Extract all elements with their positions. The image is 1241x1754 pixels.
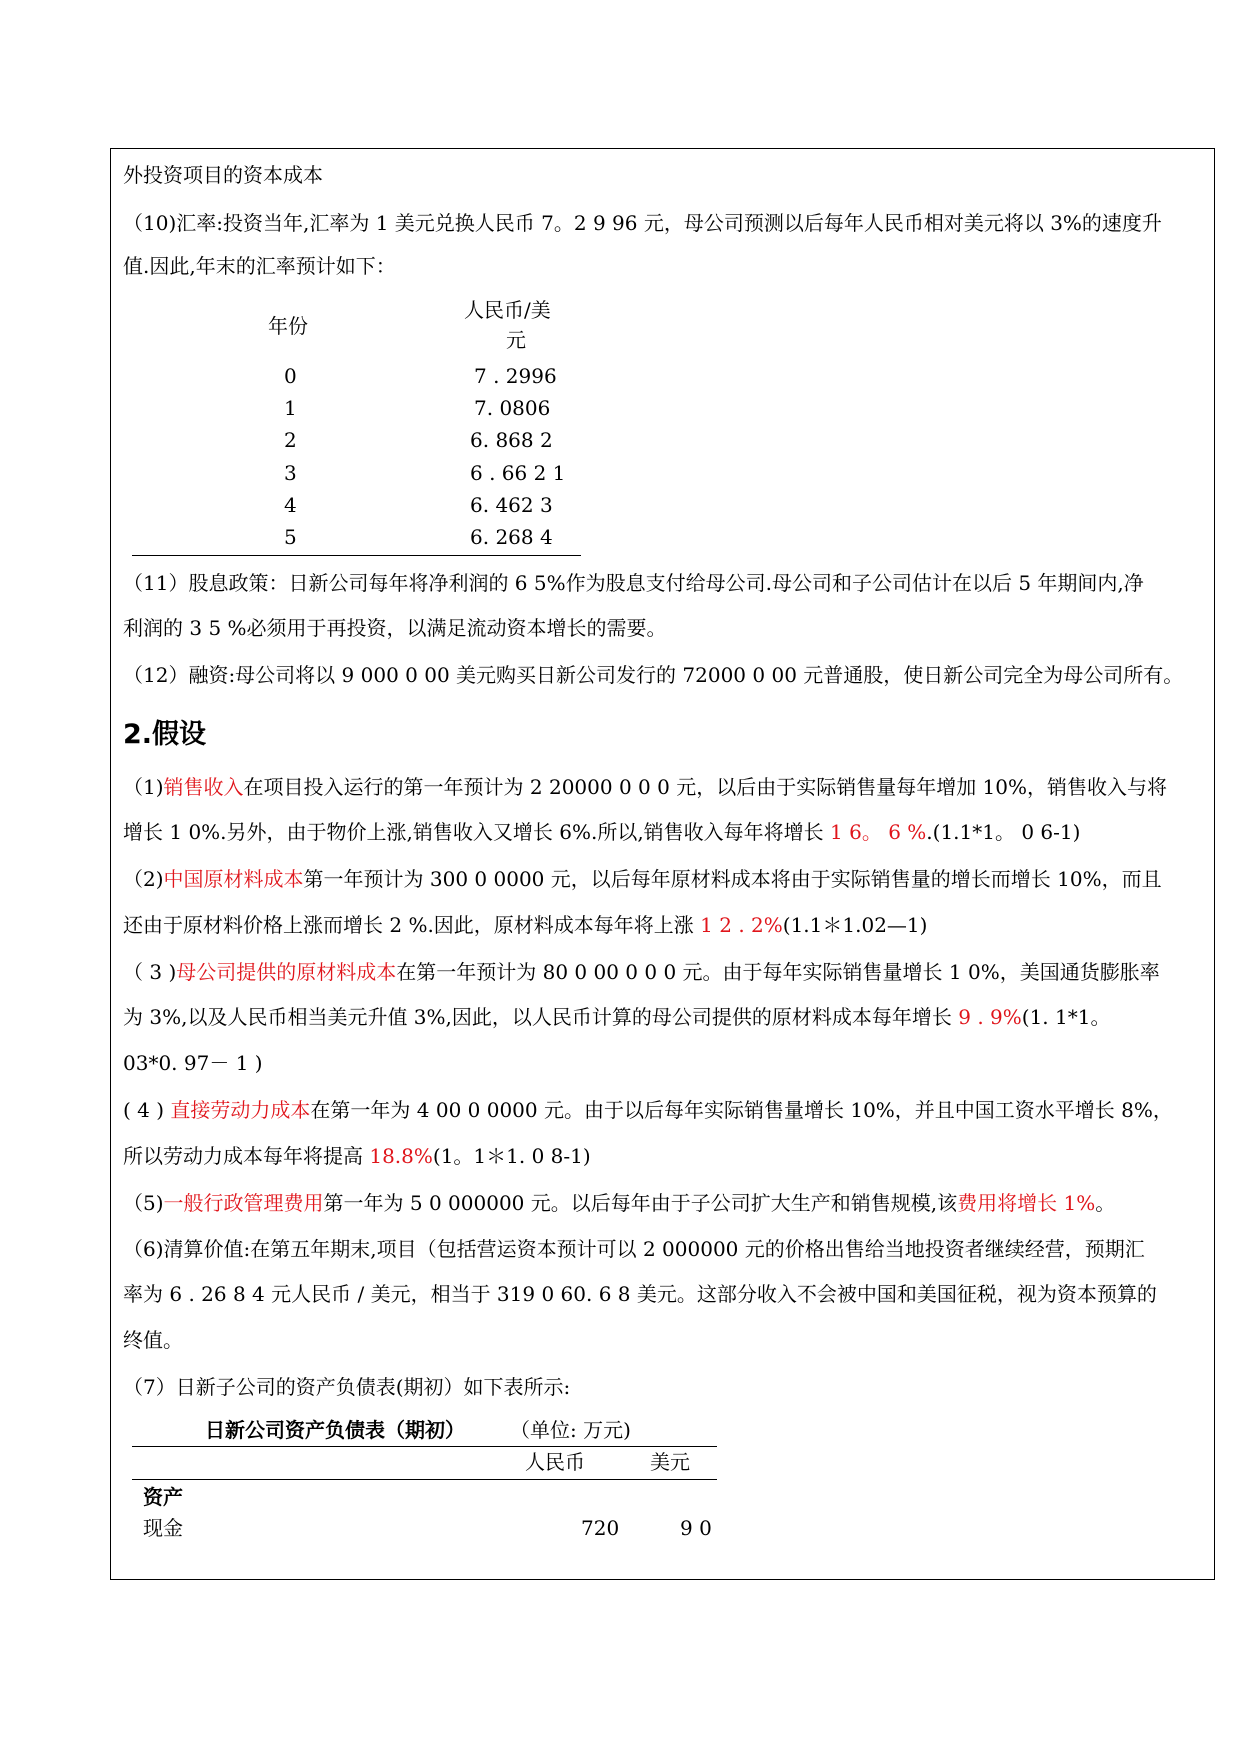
highlight-term: 一般行政管理费用 [163,1191,324,1215]
balance-sheet-header-rule [132,1479,717,1480]
rate-row-value: 7 . 2996 [474,364,557,388]
balance-sheet-row-label: 现金 [143,1516,183,1540]
rate-row-year: 1 [284,396,297,420]
assumption-6-line3: 终值。 [123,1328,183,1352]
highlight-rate: 1 2 . 2% [700,913,783,937]
item-10-line1: （10)汇率:投资当年,汇率为 1 美元兑换人民币 7。2 9 96 元，母公司预测以后每年人民币相对美元将以 3%的速度升 [123,211,1162,235]
rate-row-year: 5 [284,525,297,549]
balance-sheet-section: 资产 [143,1485,183,1509]
highlight-term: 销售收入 [163,775,244,799]
highlight-rate: 1 6。 6 % [830,820,927,844]
assumption-1-line2: 增长 1 0%.另外，由于物价上涨,销售收入又增长 6%.所以,销售收入每年将增长 1 6。 6 %.(1.1*1。 0 6-1) [123,820,1081,844]
assumption-2-line2: 还由于原材料价格上涨而增长 2 %.因此，原材料成本每年将上涨 1 2 . 2%(1.1＊1.02—1) [123,913,928,937]
assumption-3-line2: 为 3%,以及人民币相当美元升值 3%,因此，以人民币计算的母公司提供的原材料成本每年增长 9 . 9%(1. 1*1。 [123,1005,1111,1029]
assumption-6-line1: （6)清算价值:在第五年期末,项目（包括营运资本预计可以 2 000000 元的价格出售给当地投资者继续经营，预期汇 [123,1237,1145,1261]
balance-sheet-row-rmb: 720 [581,1516,620,1540]
assumption-3-line1: （ 3 )母公司提供的原材料成本在第一年预计为 80 0 00 0 0 0 元。由于每年实际销售量增长 1 0%，美国通货膨胀率 [123,960,1160,984]
highlight-term: 母公司提供的原材料成本 [176,960,397,984]
rate-table-header-year: 年份 [268,314,308,338]
item-11-line1: （11）股息政策：日新公司每年将净利润的 6 5%作为股息支付给母公司.母公司和子公司估计在以后 5 年期间内,净 [123,571,1144,595]
rate-table-bottom-rule [132,555,581,556]
rate-row-year: 3 [284,461,297,485]
highlight-rate: 9 . 9% [958,1005,1022,1029]
rate-table-header-rate: 人民币/美 [464,298,551,322]
assumption-2-line1: （2)中国原材料成本第一年预计为 300 0 0000 元，以后每年原材料成本将由于实际销售量的增长而增长 10%，而且 [123,867,1162,891]
rate-row-value: 6 . 66 2 1 [470,461,566,485]
rate-table-header-rate-cont: 元 [506,328,526,352]
highlight-rate: 18.8% [369,1144,433,1168]
assumption-4-line2: 所以劳动力成本每年将提高 18.8%(1。1＊1. 0 8-1) [123,1144,591,1168]
assumption-7-line: （7）日新子公司的资产负债表(期初）如下表所示: [123,1375,571,1399]
intro-line: 外投资项目的资本成本 [123,163,323,187]
rate-row-value: 7. 0806 [474,396,551,420]
assumption-3-line3: 03*0. 97－ 1 ) [123,1051,263,1075]
balance-sheet-col-rmb: 人民币 [525,1450,585,1474]
balance-sheet-title: 日新公司资产负债表（期初） [205,1418,465,1442]
rate-row-value: 6. 268 4 [470,525,553,549]
balance-sheet-unit: （单位: 万元) [510,1418,631,1442]
highlight-term: 直接劳动力成本 [170,1098,311,1122]
balance-sheet-col-usd: 美元 [650,1450,690,1474]
page-frame [110,148,1215,1580]
rate-row-year: 4 [284,493,297,517]
balance-sheet-top-rule [132,1446,717,1447]
highlight-rate: 费用将增长 1% [957,1191,1096,1215]
assumption-1-line1: （1)销售收入在项目投入运行的第一年预计为 2 20000 0 0 0 元，以后由于实际销售量每年增加 10%，销售收入与将 [123,775,1168,799]
rate-row-value: 6. 868 2 [470,428,553,452]
assumption-6-line2: 率为 6 . 26 8 4 元人民币 / 美元，相当于 319 0 60. 6 8 美元。这部分收入不会被中国和美国征税，视为资本预算的 [123,1282,1157,1306]
assumption-4-line1: ( 4 ) 直接劳动力成本在第一年为 4 00 0 0000 元。由于以后每年实际销售量增长 10%，并且中国工资水平增长 8%， [123,1098,1173,1122]
balance-sheet-row-usd: 9 0 [680,1516,712,1540]
rate-row-year: 2 [284,428,297,452]
rate-row-value: 6. 462 3 [470,493,553,517]
item-11-line2: 利润的 3 5 %必须用于再投资，以满足流动资本增长的需要。 [123,616,667,640]
highlight-term: 中国原材料成本 [163,867,304,891]
rate-row-year: 0 [284,364,297,388]
section-title: 2.假设 [123,719,207,750]
item-10-line2: 值.因此,年末的汇率预计如下： [123,254,396,278]
assumption-5-line: （5)一般行政管理费用第一年为 5 0 000000 元。以后每年由于子公司扩大生产和销售规模,该费用将增长 1%。 [123,1191,1116,1215]
item-12-line: （12）融资:母公司将以 9 000 0 00 美元购买日新公司发行的 72000 0 00 元普通股，使日新公司完全为母公司所有。 [123,663,1184,687]
